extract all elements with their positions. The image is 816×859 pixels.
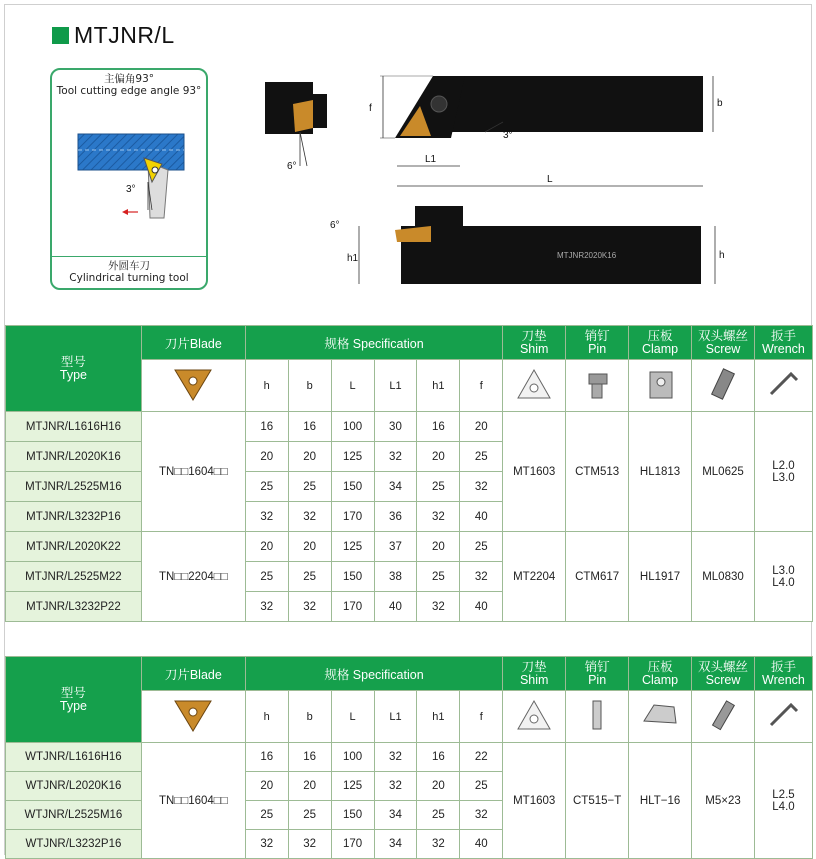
blade-cell: TN□□2204□□ [141,532,245,622]
spec-value-cell: 16 [417,743,460,772]
shim-cell: MT1603 [503,412,566,532]
table-row [6,743,813,772]
clamp-header: 压板 Clamp [629,657,692,691]
spec-value-cell: 150 [331,562,374,592]
title-square-icon [52,27,69,44]
pin-cell: CT515−T [566,743,629,859]
wrench-icon [754,691,812,743]
spec-value-cell: 32 [374,442,417,472]
spec-value-cell: 20 [245,772,288,801]
shim-cell: MT2204 [503,532,566,622]
spec-value-cell: 25 [245,472,288,502]
wrench-size: L2.0 [772,459,795,472]
pin-cell: CTM617 [566,532,629,622]
spec-value-cell: 16 [245,412,288,442]
holder-top-view [433,76,703,132]
spec-value-cell: 25 [460,532,503,562]
shim-header: 刀垫 Shim [503,657,566,691]
type-header: 型号 Type [6,326,142,412]
spec-value-cell: 32 [460,801,503,830]
blade-cell: TN□□1604□□ [141,412,245,532]
diagram-header: 主偏角93° Tool cutting edge angle 93° [56,73,202,97]
spec-value-cell: 125 [331,532,374,562]
type-header: 型号 Type [6,657,142,743]
spec-value-cell: 20 [460,412,503,442]
spec-value-cell: 32 [460,472,503,502]
model-cell: MTJNR/L2525M22 [6,562,142,592]
model-cell: MTJNR/L3232P16 [6,502,142,532]
pin-icon [566,691,629,743]
model-cell: WTJNR/L3232P16 [6,830,142,859]
wrench-cell [754,743,812,859]
wrench-size: L4.0 [772,800,795,813]
pin-header: 销钉 Pin [566,657,629,691]
spec-value-cell: 16 [288,743,331,772]
table-row [6,532,813,562]
spec-value-cell: 125 [331,772,374,801]
blade-cell: TN□□1604□□ [141,743,245,859]
spec-value-cell: 32 [245,592,288,622]
spec-value-cell: 32 [417,830,460,859]
spec-value-cell: 25 [245,801,288,830]
spec-value-cell: 20 [245,532,288,562]
spec-header: 规格 Specification [245,326,502,360]
page-title: MTJNR/L [52,22,175,49]
spec-value-cell: 20 [417,772,460,801]
spec-value-cell: 22 [460,743,503,772]
svg-text:3°: 3° [126,184,136,195]
spec-value-cell: 150 [331,472,374,502]
spec-value-cell: 150 [331,801,374,830]
spec-value-cell: 16 [245,743,288,772]
spec-value-cell: 32 [374,743,417,772]
spec-value-cell: 20 [288,442,331,472]
wrench-size: L4.0 [772,576,795,589]
shim-icon [503,360,566,412]
model-cell: MTJNR/L2525M16 [6,472,142,502]
spec-value-cell: 32 [288,830,331,859]
screw-header: 双头螺丝 Screw [692,657,755,691]
clamp-icon [629,360,692,412]
svg-text:6°: 6° [330,220,340,231]
screw-icon [692,360,755,412]
model-cell: MTJNR/L2020K16 [6,442,142,472]
spec-value-cell: 32 [288,592,331,622]
blade-insert-icon [141,691,245,743]
spec-value-cell: 32 [288,502,331,532]
svg-text:h: h [719,250,725,261]
spec-value-cell: 170 [331,592,374,622]
spec-value-cell: 25 [460,772,503,801]
spec-value-cell: 20 [417,442,460,472]
spec-value-cell: 32 [374,772,417,801]
spec-value-cell: 25 [417,472,460,502]
wrench-header: 扳手 Wrench [754,326,812,360]
spec-value-cell: 32 [245,502,288,532]
spec-value-cell: 25 [417,562,460,592]
blade-insert-icon [141,360,245,412]
pin-cell: CTM513 [566,412,629,532]
spec-value-cell: 16 [417,412,460,442]
wrench-icon [754,360,812,412]
clamp-header: 压板 Clamp [629,326,692,360]
wrench-cell [754,412,812,532]
clamp-cell: HL1917 [629,532,692,622]
spec-table-mtjnr: 型号 Type 刀片Blade 规格 Specification 刀垫 Shim 销钉 Pin 压板 Clamp 双头螺丝 Screw 扳手 Wrench h b L L1 h1 f MTJNR/L1616H16 TN□□1604□□ 16 16 100 30 16 20 MT1603 CTM513 HL1813 ML0625 L2.0 L3.0 MTJNR/L2020K16 20 20 125 32 20 25 MTJNR/L2525M16 25 25 150 34 25 32 MTJNR/L3232P16 32 32 170 36 32 40 MTJNR/L2020K22 TN□□2204□□ 20 20 125 37 20 25 MT2204 CTM617 HL1917 ML0830 L3.0 L4.0 MTJNR/L2525M22 25 25 150 38 25 32 MTJNR/L3232P22 32 32 170 40 32 40 [5,325,813,622]
spec-value-cell: 32 [417,502,460,532]
spec-value-cell: 20 [288,772,331,801]
holder-dimension-drawing [255,66,755,306]
svg-text:MTJNR2020K16: MTJNR2020K16 [557,251,617,260]
spec-value-cell: 170 [331,502,374,532]
wrench-cell [754,532,812,622]
spec-value-cell: 20 [245,442,288,472]
clamp-icon [629,691,692,743]
spec-value-cell: 40 [460,830,503,859]
model-cell: WTJNR/L2020K16 [6,772,142,801]
spec-value-cell: 20 [417,532,460,562]
diagram-footer: 外圆车刀 Cylindrical turning tool [52,256,206,284]
svg-text:f: f [369,103,372,114]
spec-value-cell: 34 [374,830,417,859]
clamp-cell: HLT−16 [629,743,692,859]
model-cell: MTJNR/L3232P22 [6,592,142,622]
clamp-cell: HL1813 [629,412,692,532]
screw-icon [692,691,755,743]
pin-header: 销钉 Pin [566,326,629,360]
wrench-header: 扳手 Wrench [754,657,812,691]
spec-value-cell: 20 [288,532,331,562]
turning-illustration [52,98,206,258]
shim-header: 刀垫 Shim [503,326,566,360]
wrench-size: L3.0 [772,471,795,484]
svg-text:3°: 3° [503,130,513,141]
wrench-size: L3.0 [772,564,795,577]
spec-header: 规格 Specification [245,657,502,691]
spec-value-cell: 25 [245,562,288,592]
spec-value-cell: 30 [374,412,417,442]
spec-value-cell: 100 [331,412,374,442]
spec-value-cell: 37 [374,532,417,562]
svg-text:h1: h1 [347,253,359,264]
spec-value-cell: 40 [374,592,417,622]
spec-value-cell: 25 [288,562,331,592]
model-cell: MTJNR/L1616H16 [6,412,142,442]
blade-header: 刀片Blade [141,326,245,360]
spec-value-cell: 25 [460,442,503,472]
svg-text:6°: 6° [287,161,297,172]
spec-table-wtjnr: 型号 Type 刀片Blade 规格 Specification 刀垫 Shim 销钉 Pin 压板 Clamp 双头螺丝 Screw 扳手 Wrench h b L L1 h1 f WTJNR/L1616H16 TN□□1604□□ 16 16 100 32 16 22 MT1603 CT515−T HLT−16 M5×23 L2.5 L4.0 WTJNR/L2020K16 20 20 125 32 20 25 WTJNR/L2525M16 25 25 150 34 25 32 WTJNR/L3232P16 32 32 170 34 32 40 [5,656,813,859]
spec-value-cell: 36 [374,502,417,532]
model-cell: WTJNR/L2525M16 [6,801,142,830]
model-cell: WTJNR/L1616H16 [6,743,142,772]
shim-icon [503,691,566,743]
spec-value-cell: 25 [417,801,460,830]
shim-cell: MT1603 [503,743,566,859]
screw-cell: M5×23 [692,743,755,859]
spec-value-cell: 34 [374,801,417,830]
spec-value-cell: 25 [288,472,331,502]
screw-header: 双头螺丝 Screw [692,326,755,360]
spec-value-cell: 40 [460,502,503,532]
pin-icon [566,360,629,412]
spec-value-cell: 25 [288,801,331,830]
spec-value-cell: 16 [288,412,331,442]
spec-value-cell: 125 [331,442,374,472]
spec-value-cell: 100 [331,743,374,772]
spec-value-cell: 38 [374,562,417,592]
spec-value-cell: 32 [460,562,503,592]
svg-text:b: b [717,98,723,109]
spec-value-cell: 32 [417,592,460,622]
spec-value-cell: 40 [460,592,503,622]
spec-value-cell: 34 [374,472,417,502]
spec-value-cell: 170 [331,830,374,859]
screw-cell: ML0830 [692,532,755,622]
screw-cell: ML0625 [692,412,755,532]
spec-value-cell: 32 [245,830,288,859]
svg-text:L: L [547,174,553,185]
cutting-angle-diagram [50,68,208,290]
table-row [6,412,813,442]
svg-text:L1: L1 [425,154,437,165]
blade-header: 刀片Blade [141,657,245,691]
model-cell: MTJNR/L2020K22 [6,532,142,562]
wrench-size: L2.5 [772,788,795,801]
holder-front-view [401,226,701,284]
